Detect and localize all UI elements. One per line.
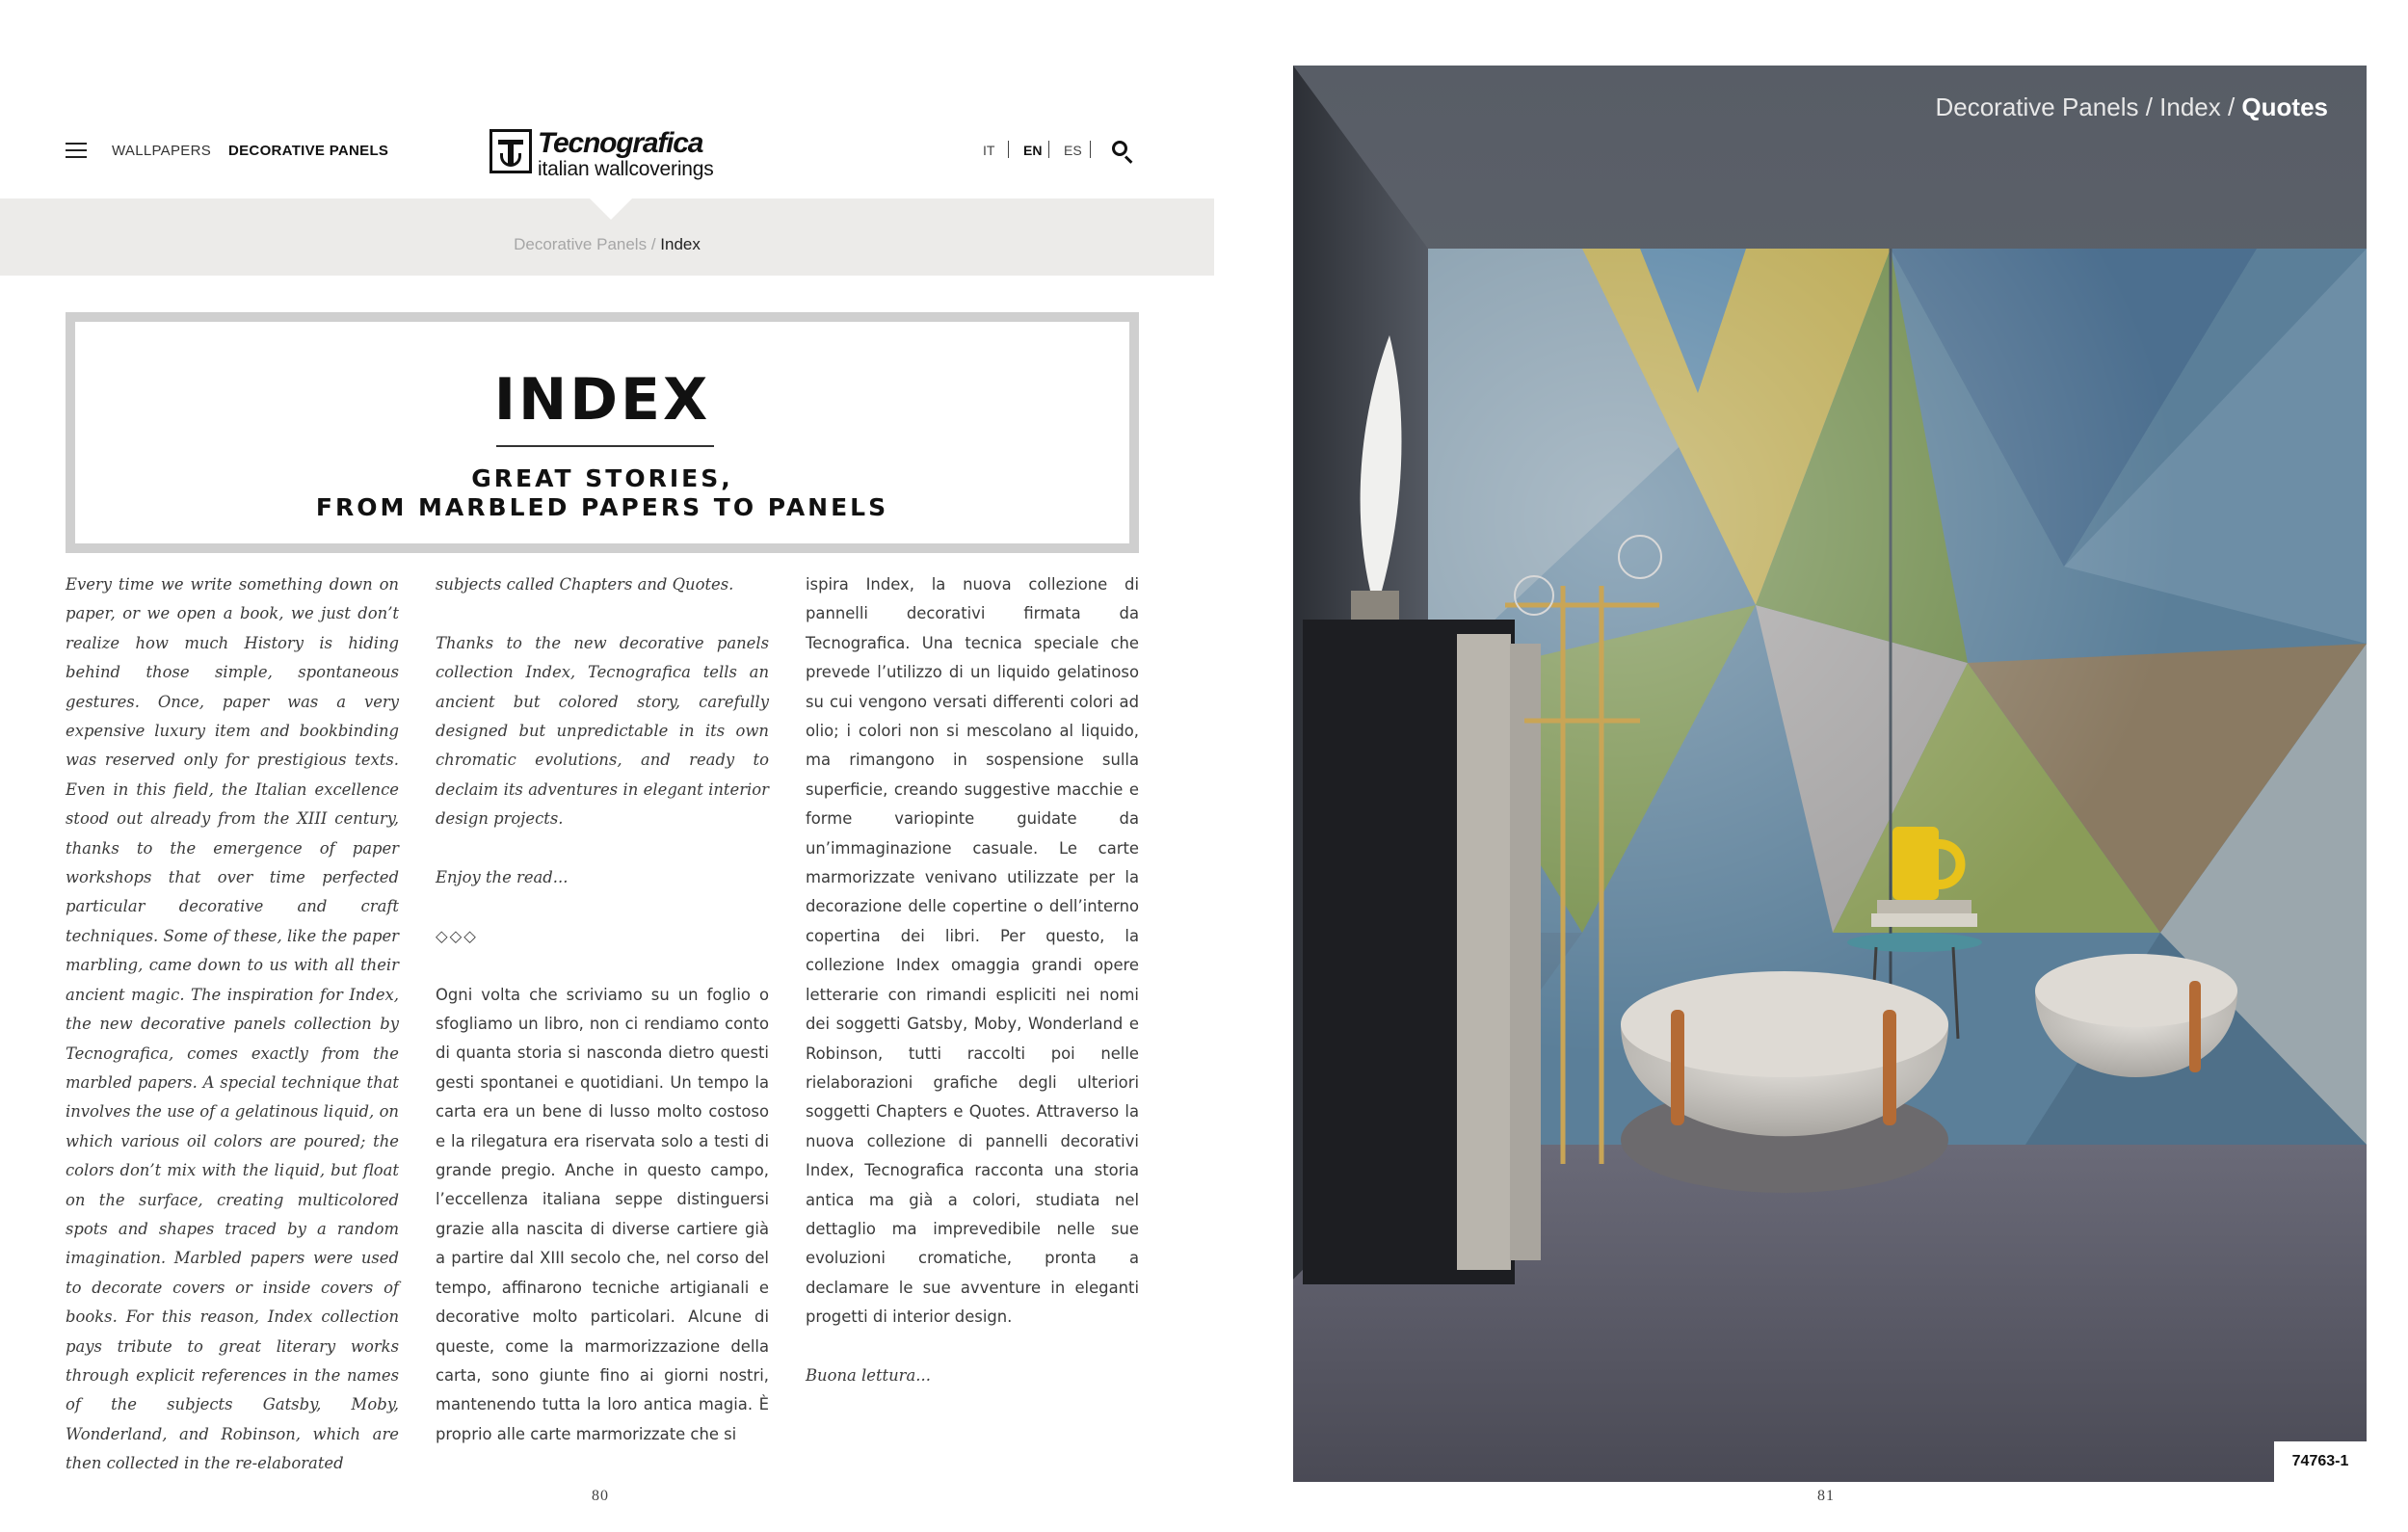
- breadcrumb-current: Index: [660, 235, 701, 253]
- english-paragraph: Every time we write something down on paper, or we open a book, we just don’t realize how much History is hiding behind those simple, spontaneous gestures. Once, paper was a very expensive luxury item and bookbinding was reserved only for prestigious texts. Even in this field, the Italian excellence stood out already from the XIII century, thanks to the emergence of paper workshops that over time perfected particular decorative and craft techniques. Some of these, like the paper marbling, came down to us with all their ancient magic. The inspiration for Index, the new decorative panels collection by Tecnografica, comes exactly from the marbled papers. A special technique that involves the use of a gelatinous liquid, on which various oil colors are poured; the colors don’t mix with the liquid, but float on the surface, creating multicolored spots and shapes traced by a random imagination. Marbled papers were used to decorate covers or inside covers of books. For this reason, Index collection pays tribute to great literary works through explicit references in the names of the subjects Gatsby, Moby, Wonderland, and Robinson, which are then collected in the re-elaborated: [66, 575, 399, 1473]
- title-box: [66, 312, 1139, 553]
- photo-crumb-current: Quotes: [2241, 92, 2328, 121]
- language-es[interactable]: ES: [1064, 143, 1082, 158]
- pouf-large: [1621, 971, 1948, 1193]
- nav-wallpapers-link[interactable]: WALLPAPERS: [112, 143, 212, 159]
- text-column-1: [66, 570, 399, 1479]
- breadcrumb: [0, 235, 1214, 254]
- photo-crumb-separator: /: [2220, 92, 2242, 121]
- room-illustration: [1293, 66, 2367, 1482]
- page-title: INDEX: [493, 366, 711, 434]
- logo-tagline: italian wallcoverings: [538, 158, 714, 180]
- title-underline: [496, 445, 714, 447]
- page-number-right: 81: [1817, 1488, 1835, 1504]
- language-divider: [1090, 141, 1091, 158]
- english-paragraph: Thanks to the new decorative panels collection Index, Tecnografica tells an ancient but colored story, carefully designed but unpredictable in its own chromatic evolutions, and ready to declaim its adventures in elegant interior design projects.: [436, 633, 769, 829]
- italian-signoff: Buona lettura...: [806, 1365, 931, 1385]
- language-it[interactable]: IT: [983, 143, 995, 158]
- text-column-3: [806, 570, 1139, 1420]
- nav-decorative-panels-link[interactable]: DECORATIVE PANELS: [228, 143, 389, 159]
- subtitle-line-1: GREAT STORIES,: [471, 464, 733, 492]
- page-number-left: 80: [592, 1488, 609, 1504]
- english-signoff: Enjoy the read...: [436, 868, 569, 887]
- search-icon[interactable]: [1112, 141, 1135, 164]
- italian-paragraph: ispira Index, la nuova collezione di pannelli decorativi firmata da Tecnografica. Una tecnica speciale che prevede l’utilizzo di un liquido gelatinoso su cui vengono versati differenti colori ad olio; i colori non si mescolano al liquido, ma rimangono in sospensione sulla superficie, creando suggestive macchie e forme variopinte guidate da un’immaginazione casuale. Le carte marmorizzate venivano utilizzate per la decorazione delle copertine o dell’interno copertina dei libri. Per questo, la collezione Index omaggia grandi opere letterarie con rimandi espliciti nei nomi dei soggetti Gatsby, Moby, Wonderland e Robinson, tutti raccolti poi nelle rielaborazioni grafiche degli ulteriori soggetti Chapters e Quotes. Attraverso la nuova collezione di pannelli decorativi Index, Tecnografica racconta una storia antica ma già a colori, studiata nel dettaglio ma imprevedibile nelle sue evoluzioni cromatiche, pronta a declamare le sue avventure in eleganti progetti di interior design.: [806, 575, 1139, 1327]
- language-en[interactable]: EN: [1023, 143, 1043, 158]
- subtitle-line-2: FROM MARBLED PAPERS TO PANELS: [315, 493, 889, 521]
- yellow-mug: [1892, 827, 1939, 900]
- interior-photo: [1293, 66, 2367, 1482]
- english-paragraph: subjects called Chapters and Quotes.: [436, 575, 734, 594]
- section-divider: ◇◇◇: [436, 926, 478, 945]
- logo-name: Tecnografica: [538, 127, 703, 159]
- photo-crumb-mid[interactable]: Index: [2159, 92, 2221, 121]
- breadcrumb-parent[interactable]: Decorative Panels: [514, 235, 648, 253]
- breadcrumb-notch: [590, 198, 632, 220]
- photo-crumb-separator: /: [2138, 92, 2160, 121]
- breadcrumb-separator: /: [647, 235, 661, 253]
- top-navigation: [0, 114, 1214, 191]
- page-subtitle: [75, 464, 1129, 522]
- logo-mark-icon: [490, 129, 532, 173]
- photo-breadcrumb: [1935, 92, 2328, 122]
- product-code: 74763-1: [2291, 1453, 2349, 1469]
- language-divider: [1008, 141, 1009, 158]
- tecnografica-logo[interactable]: [490, 127, 721, 179]
- cabinet: [1303, 591, 1541, 1284]
- text-column-2: [436, 570, 769, 1449]
- product-code-tag: [2274, 1441, 2367, 1482]
- menu-icon[interactable]: [66, 143, 87, 158]
- photo-crumb-parent[interactable]: Decorative Panels: [1935, 92, 2139, 121]
- italian-paragraph: Ogni volta che scriviamo su un foglio o sfogliamo un libro, non ci rendiamo conto di quanta storia si nasconda dietro questi gesti spontanei e quotidiani. Un tempo la carta era un bene di lusso molto costoso e la rilegatura era riservata solo a testi di grande pregio. Anche in questo campo, l’eccellenza italiana seppe distinguersi grazie alla nascita di diverse cartiere già a partire dal XIII secolo che, nel corso del tempo, affinarono tecniche artigianali e decorative molto particolari. Alcune di queste, come la marmorizzazione della carta, sono giunte fino ai giorni nostri, mantenendo tutta la loro antica magia. È proprio alle carte marmorizzate che si: [436, 985, 769, 1443]
- language-divider: [1048, 141, 1049, 158]
